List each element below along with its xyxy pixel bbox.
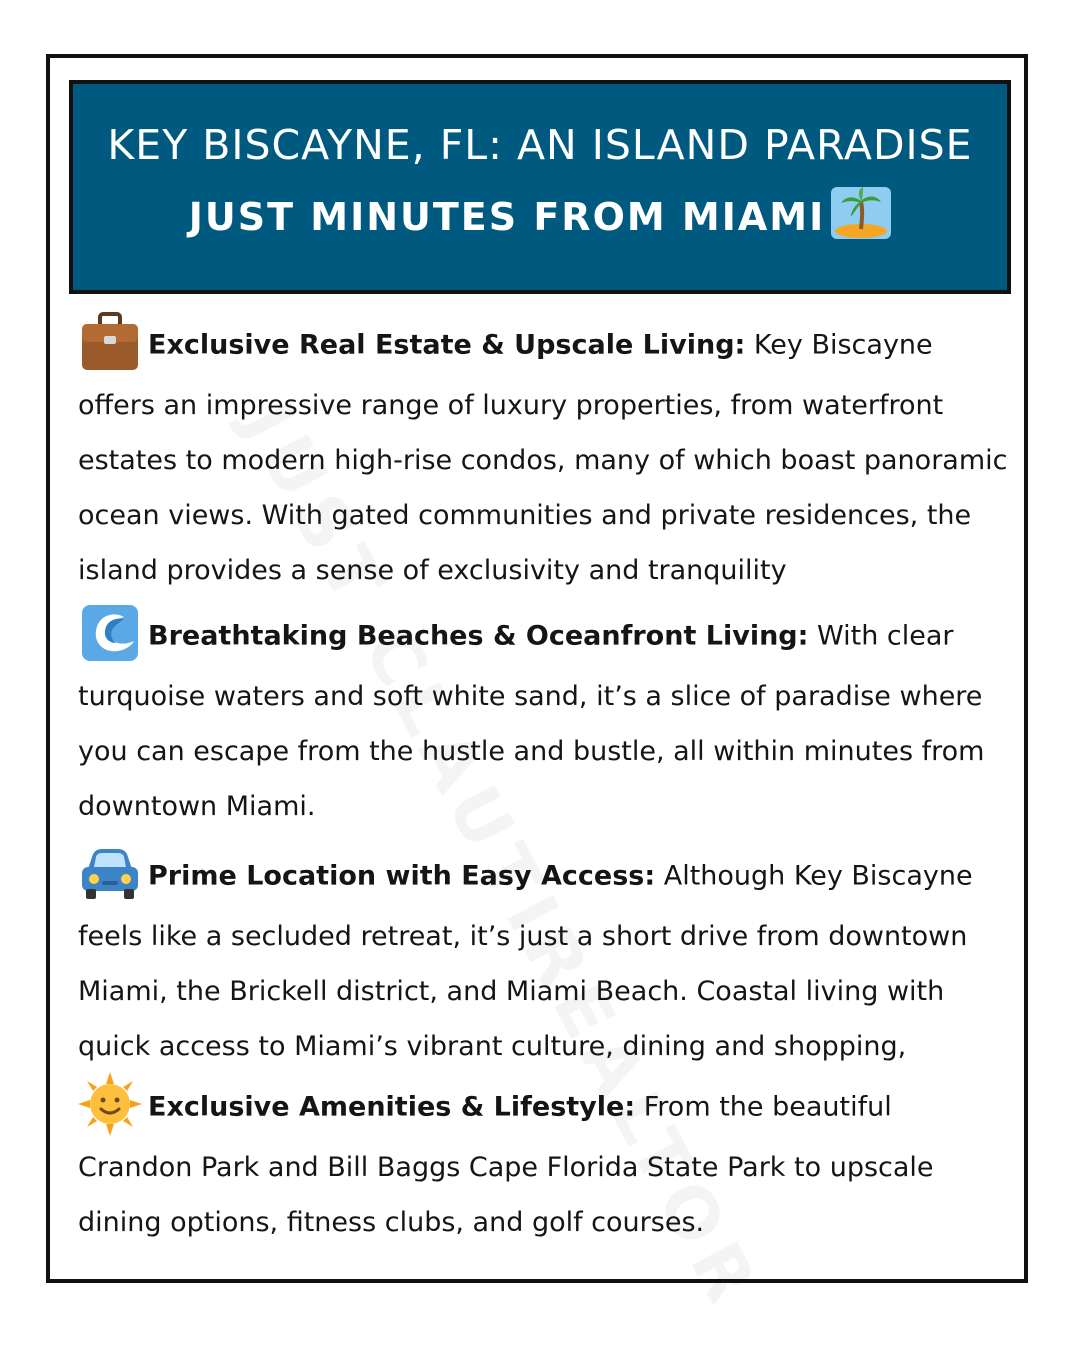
section-real-estate (78, 314, 1008, 598)
header-banner (69, 80, 1011, 294)
section-location (78, 845, 1008, 1074)
section-lead: Breathtaking Beaches & Oceanfront Living: (148, 620, 809, 652)
briefcase-icon (78, 310, 142, 374)
section-beaches (78, 605, 1008, 834)
section-lead: Prime Location with Easy Access: (148, 860, 656, 892)
section-body: From the beautiful Crandon Park and Bill Baggs Cape Florida State Park to upscale dining options, fitness clubs, and golf courses. (78, 1091, 934, 1238)
section-body: With clear turquoise waters and soft white sand, it’s a slice of paradise where you can escape from the hustle and bustle, all within minutes from downtown Miami. (78, 620, 985, 822)
section-amenities (78, 1076, 1008, 1250)
desert-island-icon (831, 187, 891, 248)
section-body: Although Key Biscayne feels like a secluded retreat, it’s just a short drive from downtown Miami, the Brickell district, and Miami Beach. Coastal living with quick access to Miami’s vibrant culture, dining and shopping, (78, 860, 973, 1062)
section-lead: Exclusive Amenities & Lifestyle: (148, 1091, 636, 1123)
sun-with-face-icon (78, 1072, 142, 1136)
section-lead: Exclusive Real Estate & Upscale Living: (148, 329, 746, 361)
car-icon (78, 841, 142, 905)
header-title-line2-text: JUST MINUTES FROM MIAMI (188, 195, 826, 239)
section-body: Key Biscayne offers an impressive range of luxury properties, from waterfront estates to modern high-rise condos, many of which boast panoramic ocean views. With gated communities and private residences, the island provides a sense of exclusivity and tranquility (78, 329, 1008, 586)
water-wave-icon (78, 601, 142, 665)
header-title-line1: KEY BISCAYNE, FL: AN ISLAND PARADISE (107, 120, 973, 169)
header-title-line2 (189, 187, 891, 248)
